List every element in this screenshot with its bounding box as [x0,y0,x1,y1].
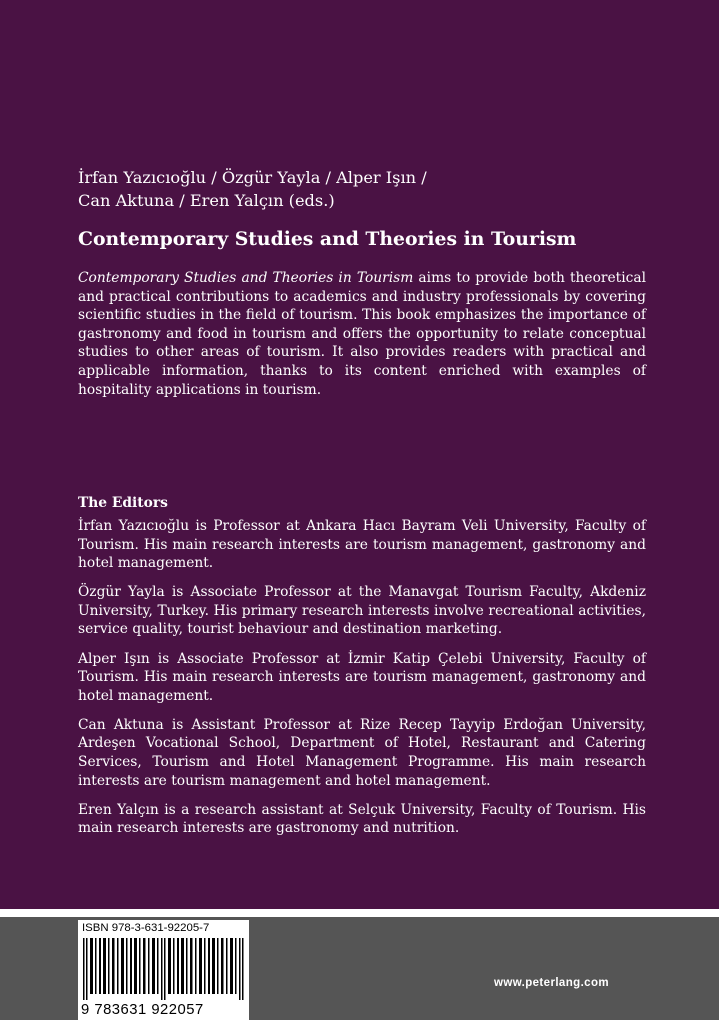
isbn-barcode-box [78,920,249,1020]
editors-bios [78,517,646,848]
book-title: Contemporary Studies and Theories in Tourism [78,228,577,250]
editor-bio: Eren Yalçın is a research assistant at Selçuk University, Faculty of Tourism. His main research interests are gastronomy and nutrition. [78,801,646,837]
editor-names-line-2: Can Aktuna / Eren Yalçın (eds.) [78,190,335,210]
editor-bio: Alper Işın is Associate Professor at İzmir Katip Çelebi University, Faculty of Tourism. His main research interests are tourism management, gastronomy and hotel management. [78,650,646,704]
book-description [78,269,646,399]
description-title: Contemporary Studies and Theories in Tourism [78,270,414,286]
isbn-number: ISBN 978-3-631-92205-7 [82,922,210,934]
editor-names-line-1: İrfan Yazıcıoğlu / Özgür Yayla / Alper Işın / [78,168,427,187]
divider-band [0,909,719,917]
editors-heading: The Editors [78,495,168,511]
editor-bio: İrfan Yazıcıoğlu is Professor at Ankara Hacı Bayram Veli University, Faculty of Tourism. His main research interests are tourism management, gastronomy and hotel management. [78,518,646,572]
editor-bio: Can Aktuna is Assistant Professor at Rize Recep Tayyip Erdoğan University, Ardeşen Vocational School, Department of Hotel, Restaurant and Catering Services, Tourism and Hotel Management Programme. His main research interests are tourism management and hotel management. [78,716,646,789]
description-text: aims to provide both theoretical and practical contributions to academics and industry professionals by covering scientific studies in the field of tourism. This book emphasizes the importance of gastronomy and food in tourism and offers the opportunity to relate conceptual studies to other areas of tourism. It also provides readers with practical and applicable information, thanks to its content enriched with examples of hospitality applications in tourism. [78,270,646,398]
barcode-digits: 9 783631 922057 [81,1002,204,1018]
barcode-icon [81,938,246,1000]
editor-bio: Özgür Yayla is Associate Professor at the Manavgat Tourism Faculty, Akdeniz University, Turkey. His primary research interests involve recreational activities, service quality, tourist behaviour and destination marketing. [78,584,646,638]
publisher-url[interactable]: www.peterlang.com [494,977,610,989]
editor-names [78,167,646,212]
